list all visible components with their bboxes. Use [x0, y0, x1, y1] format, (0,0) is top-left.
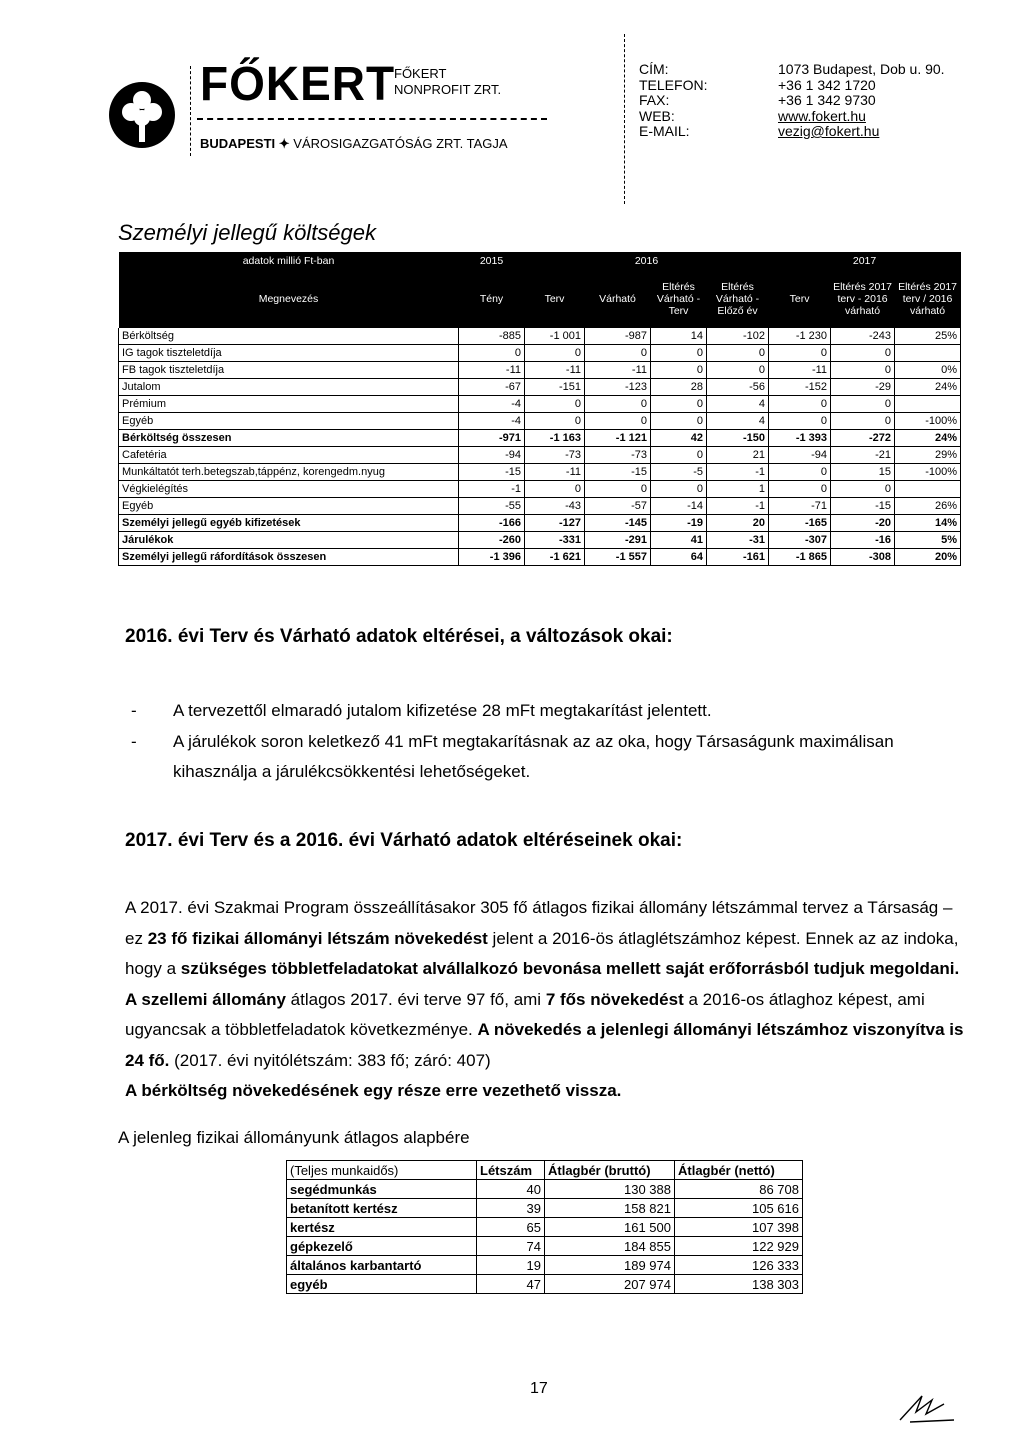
row-label: FB tagok tiszteletdíja: [119, 362, 459, 379]
salary-value-cell: 74: [477, 1237, 545, 1256]
row-label: Cafetéria: [119, 447, 459, 464]
value-cell: 26%: [895, 498, 961, 515]
para-text: A 2017. évi Szakmai Program összeállításakor 305 fő átlagos fizikai állomány létszámmal tervez a Társaság – ez: [125, 898, 953, 948]
value-cell: 0: [707, 362, 769, 379]
value-cell: -4: [459, 396, 525, 413]
explanation-paragraph: [125, 893, 965, 1107]
value-cell: [895, 345, 961, 362]
cost-table-row: [119, 328, 961, 345]
value-cell: -15: [459, 464, 525, 481]
row-label: Bérköltség összesen: [119, 430, 459, 447]
salary-value-cell: 39: [477, 1199, 545, 1218]
value-cell: 20: [707, 515, 769, 532]
cost-table-row: [119, 379, 961, 396]
brand-sub-line1: FŐKERT: [394, 66, 447, 81]
salary-col-header: Átlagbér (bruttó): [545, 1161, 675, 1180]
value-cell: -94: [459, 447, 525, 464]
value-cell: -67: [459, 379, 525, 396]
value-cell: 0: [585, 413, 651, 430]
value-cell: -14: [651, 498, 707, 515]
row-label: Járulékok: [119, 532, 459, 549]
value-cell: -55: [459, 498, 525, 515]
salary-value-cell: 107 398: [675, 1218, 803, 1237]
job-title-cell: betanított kertész: [287, 1199, 477, 1218]
value-cell: 28: [651, 379, 707, 396]
value-cell: 0: [769, 413, 831, 430]
salary-value-cell: 207 974: [545, 1275, 675, 1294]
row-label: Egyéb: [119, 498, 459, 515]
row-label: Bérköltség: [119, 328, 459, 345]
job-title-cell: gépkezelő: [287, 1237, 477, 1256]
value-cell: -1 865: [769, 549, 831, 566]
value-cell: -1 393: [769, 430, 831, 447]
para-text: átlagos 2017. évi terve 97 fő, ami: [285, 989, 546, 1009]
value-cell: 0: [585, 396, 651, 413]
row-label: Személyi jellegű ráfordítások összesen: [119, 549, 459, 566]
value-cell: 1: [707, 481, 769, 498]
col-header: Eltérés Várható - Terv: [651, 270, 707, 328]
salary-table-row: [287, 1180, 803, 1199]
value-cell: 0: [769, 396, 831, 413]
contact-phone: +36 1 342 1720: [778, 76, 876, 93]
salary-table-row: [287, 1275, 803, 1294]
value-cell: 0: [651, 345, 707, 362]
cost-table-container: [118, 252, 960, 566]
para-text: jelent a 2016-ös átlaglétszámhoz képest. Ennek az az indoka, hogy a: [125, 928, 959, 978]
salary-value-cell: 122 929: [675, 1237, 803, 1256]
bullet-dash: -: [131, 701, 137, 720]
salary-table-row: [287, 1199, 803, 1218]
salary-col-header: Létszám: [477, 1161, 545, 1180]
heading-2016-deviations: 2016. évi Terv és Várható adatok eltérései, a változások okai:: [125, 626, 673, 647]
value-cell: -987: [585, 328, 651, 345]
salary-table-container: [286, 1160, 803, 1294]
salary-value-cell: 47: [477, 1275, 545, 1294]
page-number: 17: [530, 1380, 548, 1397]
value-cell: -166: [459, 515, 525, 532]
value-cell: 0: [525, 396, 585, 413]
value-cell: -307: [769, 532, 831, 549]
salary-col-header: (Teljes munkaidős): [287, 1161, 477, 1180]
value-cell: 0: [651, 447, 707, 464]
cost-table: [118, 252, 961, 566]
value-cell: -15: [585, 464, 651, 481]
letterhead-divider: [190, 66, 191, 156]
year-2016-header: 2016: [525, 252, 769, 270]
fokert-logo-icon: [108, 76, 176, 154]
value-cell: -57: [585, 498, 651, 515]
year-2015-header: 2015: [459, 252, 525, 270]
value-cell: -260: [459, 532, 525, 549]
contact-label: FAX:: [639, 92, 670, 108]
value-cell: 0: [831, 345, 895, 362]
col-header: Eltérés 2017 terv / 2016 várható: [895, 270, 961, 328]
bullet-list: [125, 696, 965, 788]
cost-table-row: [119, 532, 961, 549]
value-cell: 0: [769, 464, 831, 481]
value-cell: -152: [769, 379, 831, 396]
value-cell: -145: [585, 515, 651, 532]
value-cell: -19: [651, 515, 707, 532]
bullet-item: [125, 727, 965, 788]
salary-col-header: Átlagbér (nettó): [675, 1161, 803, 1180]
value-cell: -102: [707, 328, 769, 345]
cost-table-row: [119, 515, 961, 532]
value-cell: 25%: [895, 328, 961, 345]
value-cell: [895, 396, 961, 413]
value-cell: -1: [459, 481, 525, 498]
value-cell: -11: [525, 362, 585, 379]
salary-value-cell: 158 821: [545, 1199, 675, 1218]
cost-table-row: [119, 345, 961, 362]
cost-table-row: [119, 430, 961, 447]
value-cell: -1: [707, 498, 769, 515]
value-cell: 0: [769, 345, 831, 362]
row-label: Jutalom: [119, 379, 459, 396]
value-cell: 14: [651, 328, 707, 345]
brand-subtitle: [394, 66, 501, 98]
value-cell: -1 557: [585, 549, 651, 566]
value-cell: -73: [525, 447, 585, 464]
value-cell: 0: [651, 481, 707, 498]
col-header: Eltérés 2017 terv - 2016 várható: [831, 270, 895, 328]
para-bold: 7 fős növekedést: [545, 989, 684, 1009]
value-cell: 0: [525, 481, 585, 498]
brand-tagline: [200, 136, 508, 152]
value-cell: 0: [651, 362, 707, 379]
value-cell: -165: [769, 515, 831, 532]
value-cell: 24%: [895, 430, 961, 447]
salary-table-row: [287, 1218, 803, 1237]
value-cell: 64: [651, 549, 707, 566]
value-cell: 0: [525, 413, 585, 430]
value-cell: 0: [651, 396, 707, 413]
value-cell: -971: [459, 430, 525, 447]
value-cell: 0: [831, 413, 895, 430]
value-cell: -151: [525, 379, 585, 396]
value-cell: -1 230: [769, 328, 831, 345]
row-label: Prémium: [119, 396, 459, 413]
value-cell: 0%: [895, 362, 961, 379]
value-cell: -71: [769, 498, 831, 515]
salary-table-row: [287, 1256, 803, 1275]
contact-email-link[interactable]: vezig@fokert.hu: [778, 123, 880, 139]
value-cell: 21: [707, 447, 769, 464]
value-cell: 14%: [895, 515, 961, 532]
tagline-rest: VÁROSIGAZGATÓSÁG ZRT. TAGJA: [293, 136, 508, 151]
value-cell: -161: [707, 549, 769, 566]
brand-name: FŐKERT: [200, 55, 396, 111]
heading-2017-deviations: 2017. évi Terv és a 2016. évi Várható adatok eltéréseinek okai:: [125, 830, 683, 851]
row-label: Munkáltatót terh.betegszab,táppénz, korengedm.nyug: [119, 464, 459, 481]
contact-web-link[interactable]: www.fokert.hu: [778, 107, 866, 124]
row-label: Személyi jellegű egyéb kifizetések: [119, 515, 459, 532]
contact-fax: +36 1 342 9730: [778, 92, 876, 108]
bullet-text: A járulékok soron keletkező 41 mFt megtakarításnak az az oka, hogy Társaságunk maximálisan kihasználja a járulékcsökkentési lehetőségeket.: [173, 731, 894, 781]
value-cell: -1 121: [585, 430, 651, 447]
value-cell: -885: [459, 328, 525, 345]
salary-value-cell: 126 333: [675, 1256, 803, 1275]
cost-table-row: [119, 464, 961, 481]
value-cell: -1: [707, 464, 769, 481]
value-cell: -1 001: [525, 328, 585, 345]
value-cell: 0: [525, 345, 585, 362]
col-header: Terv: [525, 270, 585, 328]
salary-value-cell: 65: [477, 1218, 545, 1237]
value-cell: 0: [585, 345, 651, 362]
value-cell: 29%: [895, 447, 961, 464]
salary-value-cell: 105 616: [675, 1199, 803, 1218]
value-cell: -73: [585, 447, 651, 464]
salary-value-cell: 19: [477, 1256, 545, 1275]
cost-table-row: [119, 447, 961, 464]
para-bold: szükséges többletfeladatokat alvállalkozó bevonása mellett saját erőforrásból tudjuk megoldani. A szellemi állomány: [125, 959, 960, 1009]
value-cell: 0: [769, 481, 831, 498]
cost-table-row: [119, 396, 961, 413]
value-cell: 15: [831, 464, 895, 481]
value-cell: 0: [585, 481, 651, 498]
col-header: Tény: [459, 270, 525, 328]
value-cell: -20: [831, 515, 895, 532]
value-cell: -1 163: [525, 430, 585, 447]
section-title: Személyi jellegű költségek: [118, 220, 377, 245]
value-cell: -15: [831, 498, 895, 515]
contact-label: TELEFON:: [639, 76, 708, 93]
value-cell: 0: [831, 481, 895, 498]
value-cell: -331: [525, 532, 585, 549]
value-cell: -11: [585, 362, 651, 379]
para-bold: A bérköltség növekedésének egy része erre vezethető vissza.: [125, 1081, 622, 1100]
value-cell: 0: [651, 413, 707, 430]
row-label: IG tagok tiszteletdíja: [119, 345, 459, 362]
value-cell: -123: [585, 379, 651, 396]
salary-value-cell: 161 500: [545, 1218, 675, 1237]
col-header: Megnevezés: [119, 270, 459, 328]
contact-values: [778, 62, 945, 140]
value-cell: -243: [831, 328, 895, 345]
tagline-bold: BUDAPESTI: [200, 136, 276, 151]
contact-label: E-MAIL:: [639, 123, 690, 139]
salary-value-cell: 189 974: [545, 1256, 675, 1275]
job-title-cell: kertész: [287, 1218, 477, 1237]
value-cell: -16: [831, 532, 895, 549]
value-cell: 4: [707, 396, 769, 413]
salary-caption: A jelenleg fizikai állományunk átlagos alapbére: [118, 1128, 470, 1147]
year-2017-header: 2017: [769, 252, 961, 270]
value-cell: 20%: [895, 549, 961, 566]
value-cell: -4: [459, 413, 525, 430]
value-cell: 0: [831, 362, 895, 379]
cost-table-row: [119, 413, 961, 430]
salary-value-cell: 130 388: [545, 1180, 675, 1199]
salary-table-row: [287, 1237, 803, 1256]
contact-address: 1073 Budapest, Dob u. 90.: [778, 61, 945, 77]
job-title-cell: általános karbantartó: [287, 1256, 477, 1275]
value-cell: -43: [525, 498, 585, 515]
value-cell: -21: [831, 447, 895, 464]
salary-table-body: [287, 1180, 803, 1294]
signature-mark: [896, 1390, 958, 1426]
value-cell: -291: [585, 532, 651, 549]
salary-value-cell: 40: [477, 1180, 545, 1199]
col-header: Terv: [769, 270, 831, 328]
col-header: Eltérés Várható - Előző év: [707, 270, 769, 328]
value-cell: -1 396: [459, 549, 525, 566]
value-cell: 5%: [895, 532, 961, 549]
para-text: a 2016-os átlaghoz képest, ami ugyancsak a többletfeladatok következménye.: [125, 989, 925, 1039]
row-label: Végkielégítés: [119, 481, 459, 498]
value-cell: 0: [831, 396, 895, 413]
salary-value-cell: 86 708: [675, 1180, 803, 1199]
brand-dashed-rule: [197, 118, 547, 120]
salary-value-cell: 138 303: [675, 1275, 803, 1294]
brand-sub-line2: NONPROFIT ZRT.: [394, 82, 502, 97]
para-bold: 23 fő fizikai állományi létszám növekedést: [147, 928, 488, 948]
value-cell: 0: [459, 345, 525, 362]
bullet-item: [125, 696, 965, 727]
value-cell: -100%: [895, 464, 961, 481]
salary-table: [286, 1160, 803, 1294]
value-cell: -94: [769, 447, 831, 464]
bvh-logo-icon: ✦: [278, 136, 290, 151]
value-cell: 4: [707, 413, 769, 430]
value-cell: -150: [707, 430, 769, 447]
value-cell: 41: [651, 532, 707, 549]
contact-labels: [639, 62, 707, 140]
value-cell: -29: [831, 379, 895, 396]
para-text: (2017. évi nyitólétszám: 383 fő; záró: 407): [169, 1050, 491, 1070]
salary-value-cell: 184 855: [545, 1237, 675, 1256]
cost-table-row: [119, 362, 961, 379]
value-cell: 42: [651, 430, 707, 447]
value-cell: -1 621: [525, 549, 585, 566]
contact-divider: [624, 34, 625, 204]
value-cell: -100%: [895, 413, 961, 430]
job-title-cell: egyéb: [287, 1275, 477, 1294]
row-label: Egyéb: [119, 413, 459, 430]
value-cell: -11: [459, 362, 525, 379]
value-cell: -272: [831, 430, 895, 447]
value-cell: 0: [707, 345, 769, 362]
cost-table-row: [119, 481, 961, 498]
units-header: adatok millió Ft-ban: [119, 252, 459, 270]
value-cell: -11: [769, 362, 831, 379]
value-cell: [895, 481, 961, 498]
contact-label: WEB:: [639, 107, 675, 124]
value-cell: -31: [707, 532, 769, 549]
cost-table-body: [119, 328, 961, 566]
value-cell: 24%: [895, 379, 961, 396]
col-header: Várható: [585, 270, 651, 328]
value-cell: -127: [525, 515, 585, 532]
cost-table-row: [119, 498, 961, 515]
value-cell: -5: [651, 464, 707, 481]
value-cell: -56: [707, 379, 769, 396]
job-title-cell: segédmunkás: [287, 1180, 477, 1199]
bullet-text: A tervezettől elmaradó jutalom kifizetése 28 mFt megtakarítást jelentett.: [173, 701, 712, 720]
para-bold: A növekedés a jelenlegi állományi létszámhoz viszonyítva is 24 fő.: [125, 1020, 964, 1070]
bullet-dash: -: [131, 731, 137, 751]
value-cell: -11: [525, 464, 585, 481]
cost-table-row: [119, 549, 961, 566]
value-cell: -308: [831, 549, 895, 566]
contact-label: CÍM:: [639, 61, 669, 77]
